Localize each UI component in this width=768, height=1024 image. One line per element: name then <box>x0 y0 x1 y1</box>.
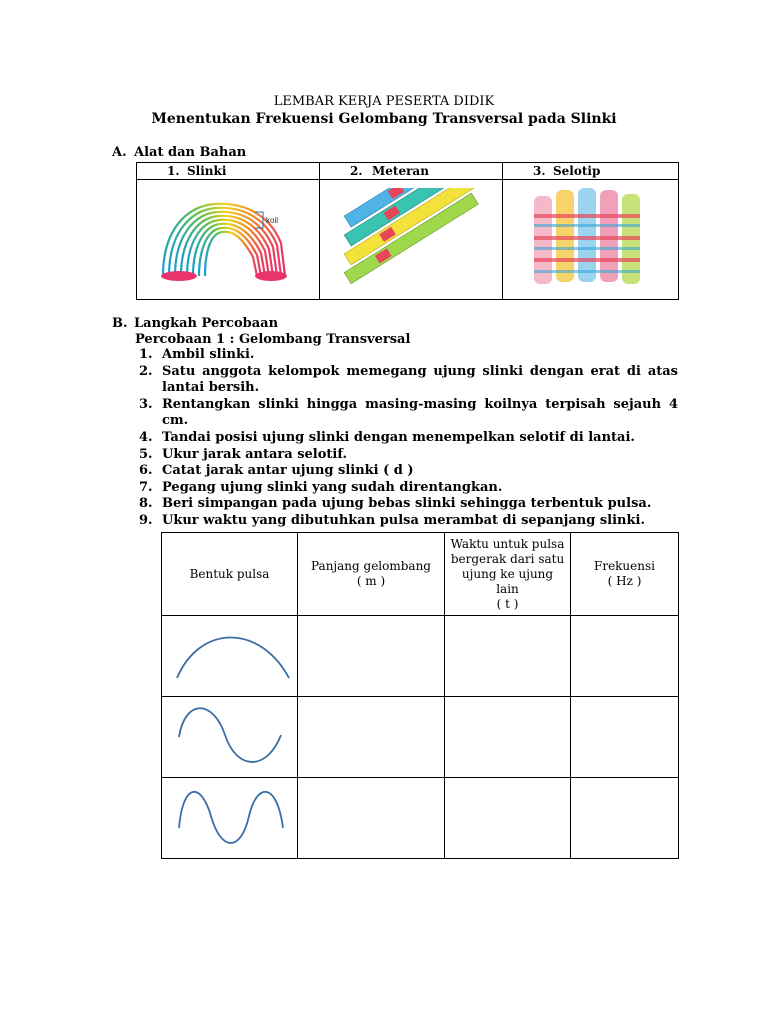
frequency-cell[interactable] <box>571 616 679 697</box>
header-time-line: lain <box>496 581 519 596</box>
step-text: Ukur jarak antara selotif. <box>162 446 348 462</box>
section-a-heading <box>112 145 246 160</box>
step-item <box>135 430 678 447</box>
time-cell[interactable] <box>445 778 571 859</box>
slinky-image <box>153 188 303 288</box>
tool-header-selotip <box>503 163 679 180</box>
step-item <box>135 364 678 397</box>
tool-number: 2. <box>350 164 363 178</box>
step-text: Tandai posisi ujung slinki dengan menempelkan selotif di lantai. <box>162 429 635 445</box>
step-number: 1. <box>139 347 153 362</box>
tool-number: 3. <box>533 164 546 178</box>
worksheet-title: LEMBAR KERJA PESERTA DIDIK <box>273 94 495 109</box>
header-frequency-label: Frekuensi <box>594 559 655 573</box>
one-wave-icon <box>165 697 295 773</box>
time-cell[interactable] <box>445 616 571 697</box>
step-number: 9. <box>139 512 153 528</box>
header-time-line: Waktu untuk pulsa <box>450 536 565 551</box>
step-item <box>135 447 678 464</box>
tool-header-meteran <box>320 163 503 180</box>
section-b-letter: B. <box>112 316 128 331</box>
slinky-image-cell <box>137 180 320 300</box>
header-wavelength <box>298 533 445 616</box>
tool-name: Slinki <box>187 164 227 178</box>
header-time-line: bergerak dari satu <box>450 551 565 566</box>
pulse-cell <box>162 616 298 697</box>
step-number: 8. <box>139 496 153 512</box>
selotip-image-cell <box>503 180 679 300</box>
step-item <box>135 347 678 364</box>
step-item <box>135 480 678 497</box>
section-b-heading <box>112 316 278 331</box>
step-number: 3. <box>139 396 153 412</box>
header-time-unit: ( t ) <box>496 596 519 611</box>
section-b-title: Langkah Percobaan <box>134 316 279 331</box>
step-text: Ambil slinki. <box>162 347 255 362</box>
frequency-cell[interactable] <box>571 778 679 859</box>
tool-name: Selotip <box>553 164 601 178</box>
observation-table <box>161 532 679 859</box>
header-frequency-unit: ( Hz ) <box>607 574 642 588</box>
step-text: Pegang ujung slinki yang sudah direntangkan. <box>162 479 503 495</box>
table-row <box>162 616 679 697</box>
table-row <box>162 697 679 778</box>
header-wavelength-unit: ( m ) <box>356 574 386 588</box>
frequency-cell[interactable] <box>571 697 679 778</box>
wavelength-cell[interactable] <box>298 697 445 778</box>
step-text: Catat jarak antar ujung slinki ( d ) <box>162 463 414 479</box>
section-a-title: Alat dan Bahan <box>134 145 247 160</box>
pulse-cell <box>162 778 298 859</box>
step-text: Rentangkan slinki hingga masing-masing koilnya terpisah sejauh 4 cm. <box>162 396 678 429</box>
step-number: 6. <box>139 463 153 479</box>
time-cell[interactable] <box>445 697 571 778</box>
step-item <box>135 397 678 430</box>
header-frequency <box>571 533 679 616</box>
experiment-title: Percobaan 1 : Gelombang Transversal <box>135 332 411 347</box>
step-number: 2. <box>139 363 153 379</box>
step-number: 7. <box>139 479 153 495</box>
table-row <box>162 778 679 859</box>
step-number: 4. <box>139 429 153 445</box>
step-item <box>135 463 678 480</box>
tool-header-slinki <box>137 163 320 180</box>
header-pulse-shape <box>162 533 298 616</box>
header-pulse-shape-label: Bentuk pulsa <box>189 566 270 581</box>
tape-measure-image <box>331 188 491 288</box>
wavelength-cell[interactable] <box>298 616 445 697</box>
tools-table <box>136 162 679 300</box>
worksheet-subtitle: Menentukan Frekuensi Gelombang Transversal pada Slinki <box>151 111 617 127</box>
header-time <box>445 533 571 616</box>
tool-name: Meteran <box>372 164 429 178</box>
tape-rolls-image <box>526 184 656 292</box>
step-text: Beri simpangan pada ujung bebas slinki sehingga terbentuk pulsa. <box>162 496 652 512</box>
meteran-image-cell <box>320 180 503 300</box>
pulse-cell <box>162 697 298 778</box>
step-number: 5. <box>139 446 153 462</box>
step-item <box>135 496 678 513</box>
half-wave-icon <box>165 616 295 692</box>
step-text: Ukur waktu yang dibutuhkan pulsa merambat di sepanjang slinki. <box>162 512 645 528</box>
header-time-line: ujung ke ujung <box>461 566 554 581</box>
step-text: Satu anggota kelompok memegang ujung slinki dengan erat di atas lantai bersih. <box>162 363 678 396</box>
koil-label: koil <box>266 215 279 225</box>
steps-list <box>135 347 678 530</box>
wavelength-cell[interactable] <box>298 778 445 859</box>
tool-number: 1. <box>167 164 180 178</box>
one-and-half-wave-icon <box>165 778 295 854</box>
section-a-letter: A. <box>112 145 127 160</box>
header-wavelength-label: Panjang gelombang <box>311 559 431 573</box>
step-item <box>135 513 678 530</box>
